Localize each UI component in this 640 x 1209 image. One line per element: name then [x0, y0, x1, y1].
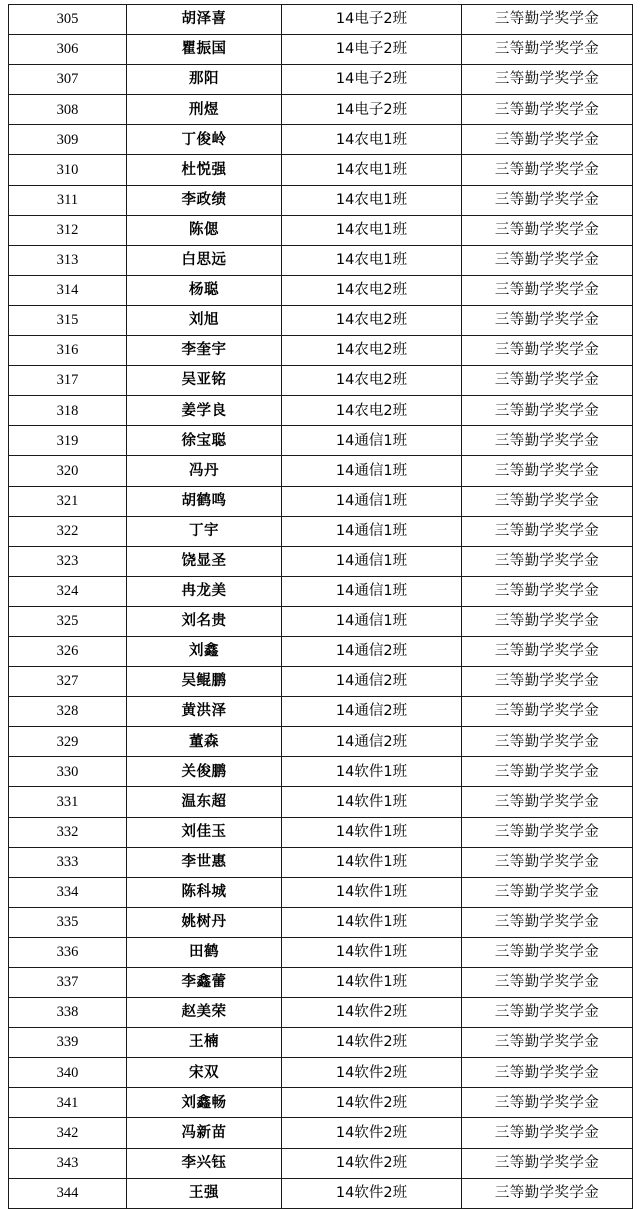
- cell-name: 瞿振国: [127, 35, 282, 65]
- cell-name: 李政绩: [127, 185, 282, 215]
- cell-award: 三等勤学奖学金: [462, 968, 633, 998]
- cell-index: 318: [9, 396, 127, 426]
- cell-name: 陈科城: [127, 877, 282, 907]
- cell-name: 姜学良: [127, 396, 282, 426]
- table-row: [9, 245, 633, 275]
- cell-name: 那阳: [127, 65, 282, 95]
- cell-index: 342: [9, 1118, 127, 1148]
- cell-class: 14电子2班: [282, 5, 462, 35]
- cell-name: 冯新苗: [127, 1118, 282, 1148]
- table-row: [9, 366, 633, 396]
- cell-class: 14农电1班: [282, 215, 462, 245]
- cell-award: 三等勤学奖学金: [462, 65, 633, 95]
- cell-name: 杜悦强: [127, 155, 282, 185]
- cell-name: 田鹤: [127, 937, 282, 967]
- cell-class: 14软件1班: [282, 757, 462, 787]
- cell-award: 三等勤学奖学金: [462, 185, 633, 215]
- cell-class: 14软件2班: [282, 1148, 462, 1178]
- cell-class: 14通信1班: [282, 576, 462, 606]
- cell-index: 311: [9, 185, 127, 215]
- cell-class: 14软件1班: [282, 937, 462, 967]
- cell-award: 三等勤学奖学金: [462, 937, 633, 967]
- cell-class: 14农电2班: [282, 305, 462, 335]
- table-row: [9, 907, 633, 937]
- cell-award: 三等勤学奖学金: [462, 275, 633, 305]
- cell-class: 14通信1班: [282, 606, 462, 636]
- cell-name: 丁俊岭: [127, 125, 282, 155]
- cell-award: 三等勤学奖学金: [462, 727, 633, 757]
- table-row: [9, 1178, 633, 1208]
- cell-name: 温东超: [127, 787, 282, 817]
- table-row: [9, 275, 633, 305]
- cell-award: 三等勤学奖学金: [462, 516, 633, 546]
- cell-index: 341: [9, 1088, 127, 1118]
- cell-name: 刘鑫: [127, 636, 282, 666]
- cell-name: 王强: [127, 1178, 282, 1208]
- table-row: [9, 1118, 633, 1148]
- cell-award: 三等勤学奖学金: [462, 245, 633, 275]
- cell-name: 刘鑫畅: [127, 1088, 282, 1118]
- cell-index: 334: [9, 877, 127, 907]
- table-row: [9, 968, 633, 998]
- cell-index: 306: [9, 35, 127, 65]
- cell-award: 三等勤学奖学金: [462, 907, 633, 937]
- table-row: [9, 336, 633, 366]
- cell-name: 吴亚铭: [127, 366, 282, 396]
- cell-class: 14软件2班: [282, 1178, 462, 1208]
- cell-index: 329: [9, 727, 127, 757]
- cell-name: 李奎宇: [127, 336, 282, 366]
- table-row: [9, 757, 633, 787]
- cell-award: 三等勤学奖学金: [462, 1178, 633, 1208]
- table-row: [9, 95, 633, 125]
- cell-award: 三等勤学奖学金: [462, 697, 633, 727]
- cell-class: 14软件1班: [282, 968, 462, 998]
- cell-index: 323: [9, 546, 127, 576]
- table-row: [9, 215, 633, 245]
- cell-index: 307: [9, 65, 127, 95]
- cell-award: 三等勤学奖学金: [462, 606, 633, 636]
- table-row: [9, 65, 633, 95]
- cell-name: 黄洪泽: [127, 697, 282, 727]
- cell-index: 335: [9, 907, 127, 937]
- table-row: [9, 817, 633, 847]
- table-body: [9, 5, 633, 1209]
- cell-award: 三等勤学奖学金: [462, 336, 633, 366]
- cell-index: 320: [9, 456, 127, 486]
- cell-class: 14软件2班: [282, 1118, 462, 1148]
- table-row: [9, 606, 633, 636]
- cell-name: 刑煜: [127, 95, 282, 125]
- table-row: [9, 456, 633, 486]
- table-row: [9, 1058, 633, 1088]
- cell-index: 322: [9, 516, 127, 546]
- cell-name: 李世惠: [127, 847, 282, 877]
- cell-award: 三等勤学奖学金: [462, 305, 633, 335]
- cell-class: 14软件1班: [282, 877, 462, 907]
- cell-name: 刘佳玉: [127, 817, 282, 847]
- table-row: [9, 486, 633, 516]
- cell-award: 三等勤学奖学金: [462, 817, 633, 847]
- cell-award: 三等勤学奖学金: [462, 125, 633, 155]
- cell-name: 吴鲲鹏: [127, 667, 282, 697]
- table-row: [9, 667, 633, 697]
- cell-class: 14农电1班: [282, 185, 462, 215]
- cell-name: 董森: [127, 727, 282, 757]
- cell-class: 14电子2班: [282, 65, 462, 95]
- cell-name: 赵美荣: [127, 998, 282, 1028]
- cell-class: 14通信2班: [282, 727, 462, 757]
- cell-index: 313: [9, 245, 127, 275]
- table-row: [9, 727, 633, 757]
- cell-class: 14软件2班: [282, 1028, 462, 1058]
- table-row: [9, 1028, 633, 1058]
- cell-award: 三等勤学奖学金: [462, 155, 633, 185]
- cell-name: 白思远: [127, 245, 282, 275]
- cell-class: 14软件1班: [282, 817, 462, 847]
- table-row: [9, 937, 633, 967]
- table-row: [9, 1088, 633, 1118]
- table-row: [9, 787, 633, 817]
- cell-class: 14农电2班: [282, 336, 462, 366]
- table-row: [9, 5, 633, 35]
- cell-award: 三等勤学奖学金: [462, 667, 633, 697]
- cell-name: 李鑫蕾: [127, 968, 282, 998]
- cell-award: 三等勤学奖学金: [462, 877, 633, 907]
- cell-name: 陈偲: [127, 215, 282, 245]
- cell-index: 321: [9, 486, 127, 516]
- cell-class: 14软件1班: [282, 847, 462, 877]
- cell-name: 胡鹤鸣: [127, 486, 282, 516]
- cell-index: 344: [9, 1178, 127, 1208]
- table-row: [9, 516, 633, 546]
- table-row: [9, 125, 633, 155]
- cell-name: 宋双: [127, 1058, 282, 1088]
- cell-class: 14农电2班: [282, 396, 462, 426]
- cell-index: 315: [9, 305, 127, 335]
- cell-name: 冯丹: [127, 456, 282, 486]
- cell-index: 336: [9, 937, 127, 967]
- cell-class: 14软件2班: [282, 1088, 462, 1118]
- cell-index: 340: [9, 1058, 127, 1088]
- cell-index: 343: [9, 1148, 127, 1178]
- cell-index: 338: [9, 998, 127, 1028]
- cell-name: 杨聪: [127, 275, 282, 305]
- table-row: [9, 35, 633, 65]
- cell-index: 309: [9, 125, 127, 155]
- cell-class: 14通信1班: [282, 486, 462, 516]
- cell-award: 三等勤学奖学金: [462, 998, 633, 1028]
- cell-index: 308: [9, 95, 127, 125]
- cell-award: 三等勤学奖学金: [462, 576, 633, 606]
- cell-index: 333: [9, 847, 127, 877]
- cell-award: 三等勤学奖学金: [462, 1118, 633, 1148]
- cell-class: 14电子2班: [282, 95, 462, 125]
- cell-award: 三等勤学奖学金: [462, 757, 633, 787]
- table-row: [9, 185, 633, 215]
- cell-index: 324: [9, 576, 127, 606]
- cell-name: 胡泽喜: [127, 5, 282, 35]
- cell-index: 330: [9, 757, 127, 787]
- cell-award: 三等勤学奖学金: [462, 215, 633, 245]
- cell-award: 三等勤学奖学金: [462, 456, 633, 486]
- scholarship-table: [8, 4, 633, 1209]
- cell-name: 饶显圣: [127, 546, 282, 576]
- table-row: [9, 546, 633, 576]
- cell-award: 三等勤学奖学金: [462, 35, 633, 65]
- cell-name: 关俊鹏: [127, 757, 282, 787]
- table-row: [9, 877, 633, 907]
- table-row: [9, 636, 633, 666]
- cell-award: 三等勤学奖学金: [462, 1088, 633, 1118]
- cell-class: 14通信1班: [282, 456, 462, 486]
- cell-class: 14农电1班: [282, 125, 462, 155]
- cell-name: 冉龙美: [127, 576, 282, 606]
- cell-class: 14软件1班: [282, 787, 462, 817]
- cell-name: 李兴钰: [127, 1148, 282, 1178]
- cell-name: 刘旭: [127, 305, 282, 335]
- cell-index: 314: [9, 275, 127, 305]
- cell-award: 三等勤学奖学金: [462, 366, 633, 396]
- cell-name: 王楠: [127, 1028, 282, 1058]
- table-row: [9, 576, 633, 606]
- cell-class: 14电子2班: [282, 35, 462, 65]
- cell-award: 三等勤学奖学金: [462, 787, 633, 817]
- cell-index: 326: [9, 636, 127, 666]
- cell-index: 312: [9, 215, 127, 245]
- cell-class: 14农电1班: [282, 245, 462, 275]
- table-row: [9, 1148, 633, 1178]
- cell-class: 14软件1班: [282, 907, 462, 937]
- cell-award: 三等勤学奖学金: [462, 1058, 633, 1088]
- table-row: [9, 155, 633, 185]
- cell-class: 14农电2班: [282, 366, 462, 396]
- cell-index: 332: [9, 817, 127, 847]
- cell-name: 姚树丹: [127, 907, 282, 937]
- table-row: [9, 305, 633, 335]
- cell-class: 14通信1班: [282, 516, 462, 546]
- cell-name: 刘名贵: [127, 606, 282, 636]
- cell-award: 三等勤学奖学金: [462, 486, 633, 516]
- cell-class: 14通信2班: [282, 667, 462, 697]
- cell-class: 14通信1班: [282, 426, 462, 456]
- cell-award: 三等勤学奖学金: [462, 1148, 633, 1178]
- table-row: [9, 396, 633, 426]
- cell-award: 三等勤学奖学金: [462, 95, 633, 125]
- cell-index: 328: [9, 697, 127, 727]
- cell-class: 14软件2班: [282, 998, 462, 1028]
- cell-index: 325: [9, 606, 127, 636]
- cell-class: 14通信2班: [282, 636, 462, 666]
- cell-name: 丁宇: [127, 516, 282, 546]
- table-row: [9, 697, 633, 727]
- cell-index: 317: [9, 366, 127, 396]
- cell-name: 徐宝聪: [127, 426, 282, 456]
- cell-award: 三等勤学奖学金: [462, 636, 633, 666]
- cell-class: 14农电1班: [282, 155, 462, 185]
- cell-award: 三等勤学奖学金: [462, 396, 633, 426]
- cell-class: 14软件2班: [282, 1058, 462, 1088]
- cell-index: 327: [9, 667, 127, 697]
- table-row: [9, 426, 633, 456]
- cell-award: 三等勤学奖学金: [462, 546, 633, 576]
- cell-index: 305: [9, 5, 127, 35]
- cell-class: 14农电2班: [282, 275, 462, 305]
- table-row: [9, 847, 633, 877]
- cell-award: 三等勤学奖学金: [462, 426, 633, 456]
- table-row: [9, 998, 633, 1028]
- cell-class: 14通信2班: [282, 697, 462, 727]
- cell-index: 316: [9, 336, 127, 366]
- cell-award: 三等勤学奖学金: [462, 1028, 633, 1058]
- cell-award: 三等勤学奖学金: [462, 5, 633, 35]
- cell-index: 339: [9, 1028, 127, 1058]
- cell-index: 331: [9, 787, 127, 817]
- cell-index: 319: [9, 426, 127, 456]
- cell-index: 310: [9, 155, 127, 185]
- cell-index: 337: [9, 968, 127, 998]
- cell-class: 14通信1班: [282, 546, 462, 576]
- cell-award: 三等勤学奖学金: [462, 847, 633, 877]
